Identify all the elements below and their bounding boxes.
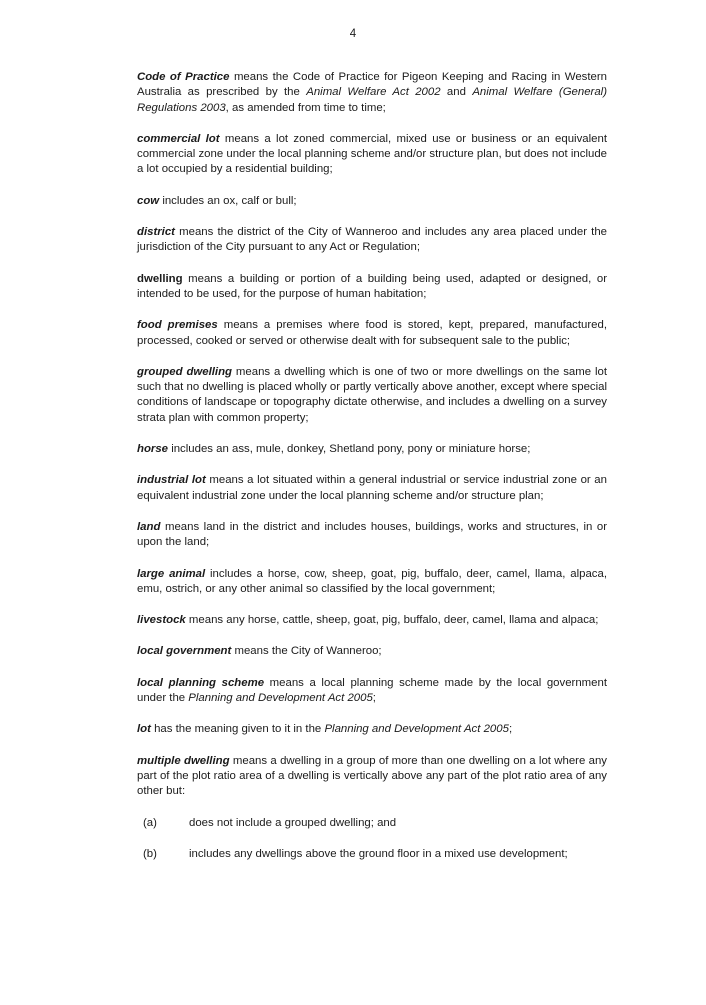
- definition-paragraph: [137, 520, 607, 551]
- definition-paragraph: [137, 70, 607, 116]
- defined-term: land: [137, 520, 161, 533]
- list-item-marker: (a): [143, 816, 157, 829]
- definition-text: ;: [372, 692, 376, 705]
- defined-term: large animal: [137, 567, 206, 580]
- definition-text: includes an ox, calf or bull;: [159, 194, 297, 207]
- list-item-text: does not include a grouped dwelling; and: [189, 816, 397, 829]
- defined-term: dwelling: [137, 272, 183, 285]
- definition-text: , as amended from time to time;: [225, 101, 386, 114]
- list-item: [137, 816, 607, 831]
- definition-paragraph: [137, 272, 607, 303]
- definition-text: includes an ass, mule, donkey, Shetland pony, pony or miniature horse;: [168, 443, 531, 456]
- definition-text: means the Code of Practice for Pigeon Keeping and Racing in Western Australia as prescribed by the: [137, 71, 607, 99]
- definition-text: means a local planning scheme made by the local government under the: [137, 676, 607, 705]
- definition-paragraph: [137, 318, 607, 349]
- definition-text: and: [440, 86, 473, 99]
- list-item-marker: (b): [143, 847, 157, 860]
- act-reference: Animal Welfare Act 2002: [306, 86, 441, 99]
- definition-paragraph: [137, 613, 607, 628]
- defined-term: multiple dwelling: [137, 754, 230, 767]
- defined-term: Code of Practice: [137, 71, 230, 83]
- definition-text: ;: [508, 723, 513, 736]
- act-reference: Planning and Development Act 2005: [188, 692, 373, 705]
- definition-text: has the meaning given to it in the: [150, 723, 325, 736]
- defined-term: food premises: [137, 319, 218, 332]
- definition-paragraph: [137, 365, 607, 426]
- defined-term: industrial lot: [137, 474, 206, 487]
- definition-paragraph: [137, 225, 607, 256]
- definition-text: means a building or portion of a building being used, adapted or designed, or intended to be used, for the purpose of human habitation;: [137, 272, 607, 300]
- act-reference: Planning and Development Act 2005: [324, 723, 509, 736]
- definition-paragraph: [137, 676, 607, 707]
- definition-text: means a dwelling which is one of two or more dwellings on the same lot such that no dwelling is placed wholly or partly vertically above another, except where special conditions of landscape or topography dictate otherwise, and includes a dwelling on a survey strata plan with common property;: [137, 365, 607, 424]
- defined-term: lot: [137, 723, 151, 736]
- definition-paragraph: [137, 567, 607, 598]
- definition-text: means a premises where food is stored, kept, prepared, manufactured, processed, cooked or served or otherwise dealt with for subsequent sale to the public;: [137, 319, 607, 347]
- definition-text: means land in the district and includes houses, buildings, works and structures, in or upon the land;: [137, 520, 607, 549]
- defined-term: local planning scheme: [137, 676, 265, 689]
- defined-term: district: [137, 226, 175, 239]
- defined-term: commercial lot: [137, 132, 220, 145]
- defined-term: local government: [137, 645, 232, 658]
- definition-paragraph: [137, 442, 607, 457]
- defined-term: grouped dwelling: [137, 365, 233, 378]
- definition-paragraph: [137, 194, 607, 209]
- definition-text: means any horse, cattle, sheep, goat, pig, buffalo, deer, camel, llama and alpaca;: [185, 614, 599, 627]
- defined-term: cow: [137, 194, 160, 207]
- definition-text: means a lot situated within a general industrial or service industrial zone or an equivalent industrial zone under the local planning scheme and/or structure plan;: [137, 474, 607, 502]
- definition-paragraph: [137, 644, 607, 659]
- list-item-text: includes any dwellings above the ground floor in a mixed use development;: [189, 847, 568, 860]
- definition-paragraph: [137, 722, 607, 737]
- definition-paragraph: [137, 132, 607, 178]
- definitions-list: [137, 70, 607, 878]
- definition-text: means a lot zoned commercial, mixed use or business or an equivalent commercial zone under the local planning scheme and/or structure plan, but does not include a lot occupied by a residential building;: [137, 132, 607, 176]
- definition-text: includes a horse, cow, sheep, goat, pig, buffalo, deer, camel, llama, alpaca, emu, ostrich, or any other animal so classified by the local government;: [137, 567, 608, 595]
- defined-term: livestock: [137, 614, 186, 627]
- page-number: 4: [349, 28, 357, 40]
- definition-text: means the City of Wanneroo;: [231, 645, 382, 658]
- definition-text: means the district of the City of Wanneroo and includes any area placed under the jurisdiction of the City pursuant to any Act or Regulation;: [137, 226, 607, 254]
- definition-text: means a dwelling in a group of more than one dwelling on a lot where any part of the plot ratio area of a dwelling is vertically above any part of the plot ratio area of any other but:: [137, 754, 607, 798]
- definition-paragraph: [137, 473, 607, 504]
- act-reference: Animal Welfare (General) Regulations 2003: [137, 86, 608, 114]
- defined-term: horse: [137, 443, 169, 456]
- definition-paragraph: [137, 754, 607, 800]
- list-item: [137, 847, 607, 862]
